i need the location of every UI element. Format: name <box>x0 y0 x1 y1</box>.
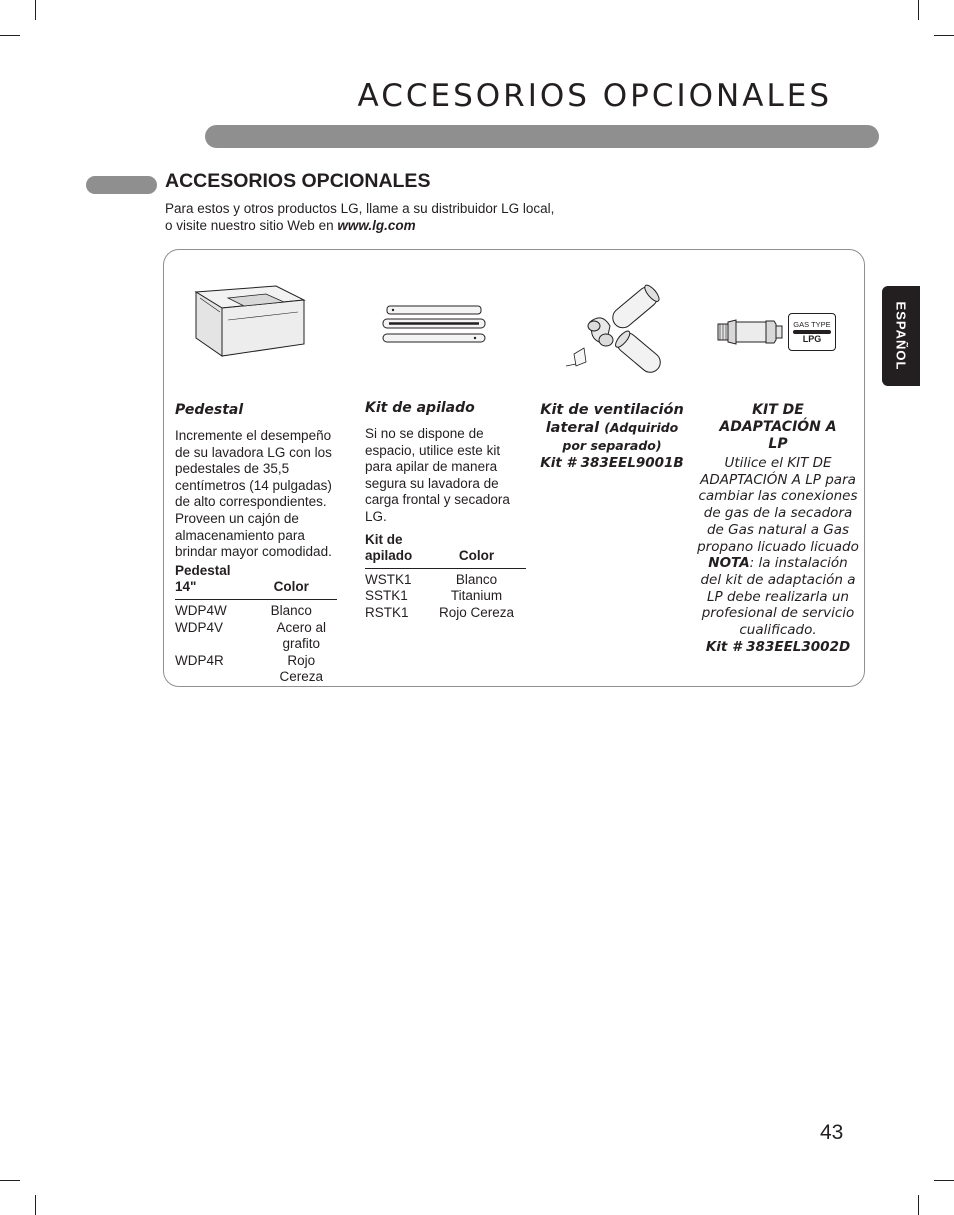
crop-mark <box>35 1195 36 1215</box>
lp-kit-description: Utilice el KIT DE ADAPTACIÓN A LP para cambiar las conexiones de gas de la secadora de Gas natural a Gas propano licuado licuado <box>697 455 859 555</box>
table-cell: WDP4W <box>175 602 227 618</box>
website-link[interactable]: www.lg.com <box>337 218 416 233</box>
table-header: Color <box>245 563 337 600</box>
table-header: Pedestal 14" <box>175 563 245 600</box>
crop-mark <box>934 35 954 36</box>
lp-kit-note-text: : la instalación del kit de adaptación a LP debe realizarla un profesional de servicio cualificado. <box>700 555 856 639</box>
lpg-label-text: LPG <box>802 334 822 344</box>
table-cell: Blanco <box>270 602 312 618</box>
table-row <box>365 605 526 622</box>
intro-text <box>165 200 554 234</box>
crop-mark <box>918 1195 919 1215</box>
crop-mark <box>918 0 919 20</box>
table-cell: WDP4R <box>175 652 224 668</box>
stacking-kit-description: Si no se dispone de espacio, utilice este kit para apilar de manera segura su lavadora de carga frontal y secadora LG. <box>365 426 510 524</box>
section-heading: ACCESORIOS OPCIONALES <box>165 170 431 192</box>
table-row <box>175 653 337 686</box>
table-header: Color <box>427 532 526 569</box>
table-cell: Rojo Cereza <box>279 652 323 685</box>
table-cell: Titanium <box>450 588 503 604</box>
vent-kit-number: Kit # 383EEL9001B <box>540 455 684 471</box>
stacking-kit-table <box>365 532 526 622</box>
crop-mark <box>0 1180 20 1181</box>
intro-line-1: Para estos y otros productos LG, llame a su distribuidor LG local, <box>165 201 555 216</box>
gas-type-label <box>788 313 836 351</box>
table-header: Kit de apilado <box>365 532 427 569</box>
pedestal-column <box>175 402 337 686</box>
table-row <box>365 588 526 605</box>
crop-mark <box>934 1180 954 1181</box>
crop-mark <box>35 0 36 20</box>
pedestal-table <box>175 563 337 686</box>
vent-kit-title-note: (Adquirido por separado) <box>562 420 679 453</box>
table-header-row <box>175 563 337 600</box>
table-cell: WSTK1 <box>365 571 412 587</box>
vent-kit-column <box>532 402 692 472</box>
pedestal-title: Pedestal <box>175 402 244 418</box>
stacking-kit-column <box>365 400 526 622</box>
pedestal-description: Incremente el desempeño de su lavadora LG con los pedestales de 35,5 centímetros (14 pulgadas) de alto correspondientes. Proveen un cajón de almacenamiento para brindar mayor comodidad. <box>175 428 332 560</box>
title-bar <box>205 125 879 148</box>
lp-kit-illustration <box>716 312 784 352</box>
page-number: 43 <box>820 1121 844 1144</box>
table-cell: Rojo Cereza <box>438 604 515 620</box>
lp-kit-column <box>695 402 861 655</box>
lp-kit-note <box>695 555 861 639</box>
stacking-kit-illustration <box>381 304 487 346</box>
lp-kit-title: KIT DE ADAPTACIÓN A LP <box>719 402 837 452</box>
table-row <box>175 599 337 619</box>
table-cell: SSTK1 <box>365 588 408 604</box>
table-header-row <box>365 532 526 569</box>
language-tab <box>882 286 920 386</box>
section-marker <box>86 176 157 194</box>
crop-mark <box>0 35 20 36</box>
lp-kit-note-label: NOTA <box>708 555 750 572</box>
vent-kit-illustration <box>562 282 666 378</box>
language-tab-label: ESPAÑOL <box>893 301 909 371</box>
pedestal-illustration <box>192 282 308 358</box>
table-row <box>175 620 337 653</box>
table-cell: RSTK1 <box>365 604 409 620</box>
gas-type-label-text: GAS TYPE <box>793 320 831 329</box>
table-cell: Blanco <box>455 571 498 587</box>
table-cell: WDP4V <box>175 619 224 635</box>
intro-line-2: o visite nuestro sitio Web en <box>165 218 338 233</box>
lp-kit-number: Kit # 383EEL3002D <box>705 638 851 655</box>
vent-kit-title <box>532 402 692 455</box>
stacking-kit-title: Kit de apilado <box>365 400 475 416</box>
table-cell: Acero al grafito <box>276 619 326 652</box>
table-row <box>365 568 526 588</box>
vent-kit-title-main: Kit de ventilación lateral <box>540 402 684 436</box>
page-title: ACCESORIOS OPCIONALES <box>357 78 832 114</box>
